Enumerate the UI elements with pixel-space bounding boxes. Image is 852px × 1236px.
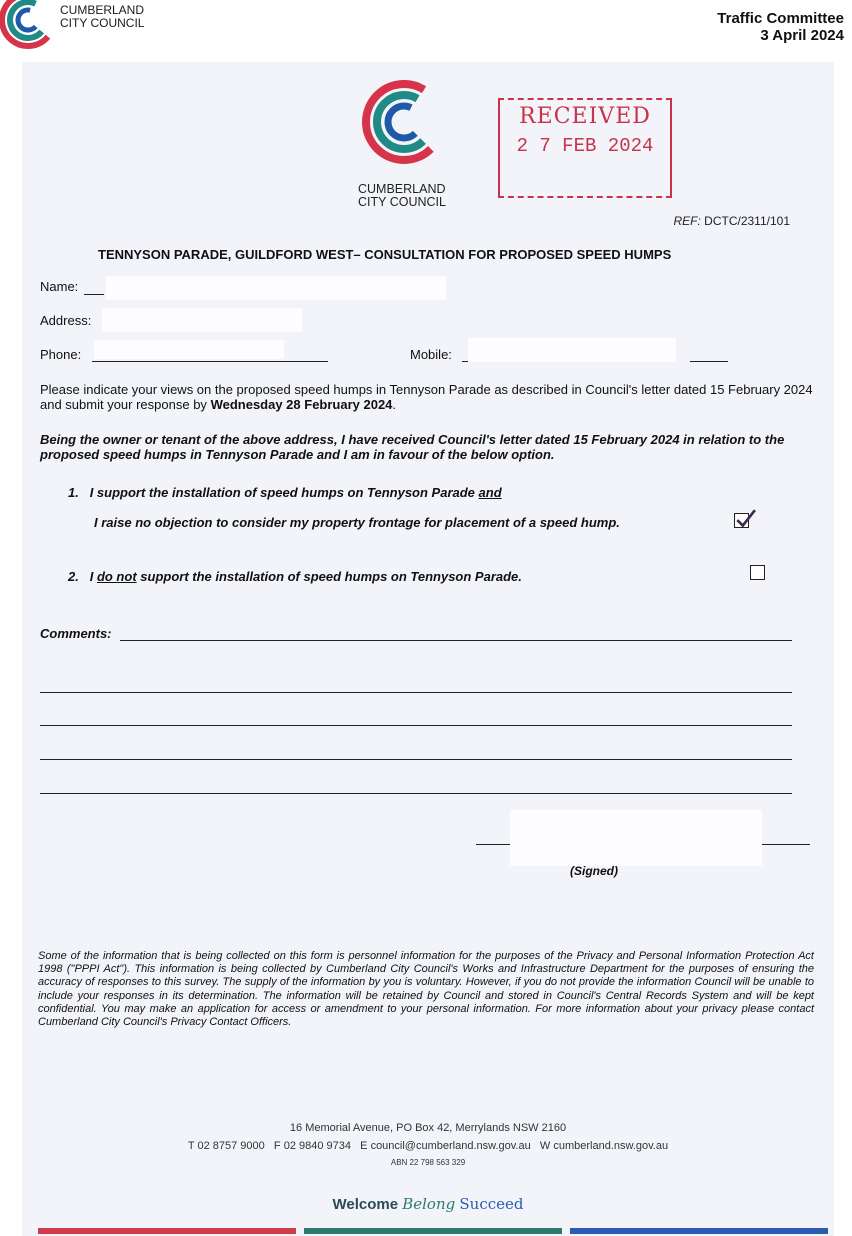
meeting-date: 3 April 2024 bbox=[760, 27, 844, 44]
footer-abn: ABN 22 798 563 329 bbox=[390, 1158, 466, 1167]
footer-address: 16 Memorial Avenue, PO Box 42, Merrylands NSW 2160 bbox=[289, 1122, 567, 1134]
scanned-letter bbox=[22, 62, 834, 1236]
instruction-paragraph: Please indicate your views on the proposed speed humps in Tennyson Parade as described in Council's letter dated 15 February 2024 and submit your response by Wednesday 28 February 2024. bbox=[40, 382, 813, 412]
option-1-checkbox[interactable] bbox=[734, 513, 749, 528]
privacy-notice: Some of the information that is being collected on this form is personnel information for the purposes of the Privacy and Personal Information Protection Act 1998 ("PPPI Act"). This information is being collected by Cumberland City Council's Works and Infrastructure Department for the purposes of ensuring the accuracy of responses to this survey. The supply of the information by you is voluntary. However, if you do not provide the information Council will be unable to include your responses in its determination. The information will be retained by Council and stored in Council's Central Records System and will be kept confidential. You may make an application for access or amendment to your personal information. For more information about your privacy please contact Cumberland City Council's Privacy Contact Officers. bbox=[38, 950, 814, 1029]
letter-logo-name bbox=[358, 183, 446, 209]
header-meeting-info bbox=[717, 10, 844, 44]
checkmark-icon bbox=[734, 508, 756, 530]
mobile-label: Mobile: bbox=[410, 347, 452, 362]
option-1-conj: and bbox=[478, 485, 502, 500]
comments-line-5 bbox=[40, 793, 792, 794]
slogan-welcome: Welcome bbox=[332, 1196, 399, 1213]
comments-label: Comments: bbox=[40, 626, 112, 641]
footer-contacts bbox=[22, 1140, 834, 1152]
council-logo-large-icon bbox=[362, 80, 446, 164]
name-label: Name: bbox=[40, 279, 79, 294]
option-2-number: 2. bbox=[68, 569, 79, 584]
reference-number bbox=[673, 214, 790, 228]
slogan-belong: Belong bbox=[402, 1195, 456, 1213]
header-council-line2: CITY COUNCIL bbox=[60, 16, 145, 30]
footer-fax: F 02 9840 9734 bbox=[273, 1140, 351, 1152]
name-redaction bbox=[106, 276, 446, 300]
signed-label: (Signed) bbox=[570, 864, 618, 878]
phone-label: Phone: bbox=[40, 347, 82, 362]
option-2-post: support the installation of speed humps on Tennyson Parade. bbox=[140, 569, 522, 584]
header-council-line1: CUMBERLAND bbox=[60, 3, 145, 17]
footer-color-bars bbox=[38, 1228, 828, 1234]
option-2-line bbox=[68, 569, 522, 584]
received-stamp bbox=[498, 98, 672, 198]
comments-line-2 bbox=[40, 692, 792, 693]
slogan-succeed: Succeed bbox=[459, 1195, 524, 1213]
name-underline bbox=[84, 294, 104, 295]
option-2-neg: do not bbox=[96, 569, 137, 584]
letter-title: TENNYSON PARADE, GUILDFORD WEST– CONSULTATION FOR PROPOSED SPEED HUMPS bbox=[98, 247, 672, 262]
comments-line-3 bbox=[40, 725, 792, 726]
stamp-text: RECEIVED bbox=[519, 104, 651, 129]
letter-logo-line1: CUMBERLAND bbox=[358, 182, 446, 196]
footer-email: E council@cumberland.nsw.gov.au bbox=[360, 1140, 531, 1152]
council-logo-icon bbox=[0, 0, 60, 50]
footer-bar-red bbox=[38, 1228, 296, 1234]
address-label: Address: bbox=[40, 313, 92, 328]
statement-paragraph: Being the owner or tenant of the above address, I have received Council's letter dated 15 February 2024 in relation to the proposed speed humps in Tennyson Parade and I am in favour of the below option. bbox=[40, 432, 785, 462]
footer-web: W cumberland.nsw.gov.au bbox=[539, 1140, 669, 1152]
ref-label: REF: bbox=[673, 214, 701, 228]
footer-slogan bbox=[22, 1195, 834, 1213]
footer-bar-teal bbox=[304, 1228, 562, 1234]
stamp-date: 2 7 FEB 2024 bbox=[516, 135, 654, 157]
ref-value: DCTC/2311/101 bbox=[704, 214, 790, 228]
mobile-redaction bbox=[468, 338, 676, 362]
comments-line-4 bbox=[40, 759, 792, 760]
option-2-checkbox[interactable] bbox=[750, 565, 765, 580]
footer-phone: T 02 8757 9000 bbox=[187, 1140, 265, 1152]
letter-logo-line2: CITY COUNCIL bbox=[358, 195, 446, 209]
option-1-number: 1. bbox=[68, 485, 79, 500]
option-2-pre: I bbox=[89, 569, 94, 584]
instruction-text: Please indicate your views on the proposed speed humps in Tennyson Parade as described in Council's letter dated 15 February 2024 and submit your response by bbox=[40, 382, 813, 412]
phone-redaction bbox=[94, 340, 284, 359]
option-1-text: I support the installation of speed humps on Tennyson Parade bbox=[89, 485, 475, 500]
footer-bar-blue bbox=[570, 1228, 828, 1234]
mobile-underline-end bbox=[690, 361, 728, 362]
deadline: Wednesday 28 February 2024 bbox=[210, 397, 393, 412]
signature-redaction bbox=[510, 810, 762, 866]
committee-name: Traffic Committee bbox=[717, 10, 844, 27]
address-redaction bbox=[102, 308, 302, 332]
option-1-line1 bbox=[68, 485, 502, 500]
option-1-line2: I raise no objection to consider my property frontage for placement of a speed hump. bbox=[94, 515, 620, 530]
phone-underline bbox=[92, 361, 328, 362]
header-council-name bbox=[60, 4, 144, 30]
comments-line-1 bbox=[120, 640, 792, 641]
